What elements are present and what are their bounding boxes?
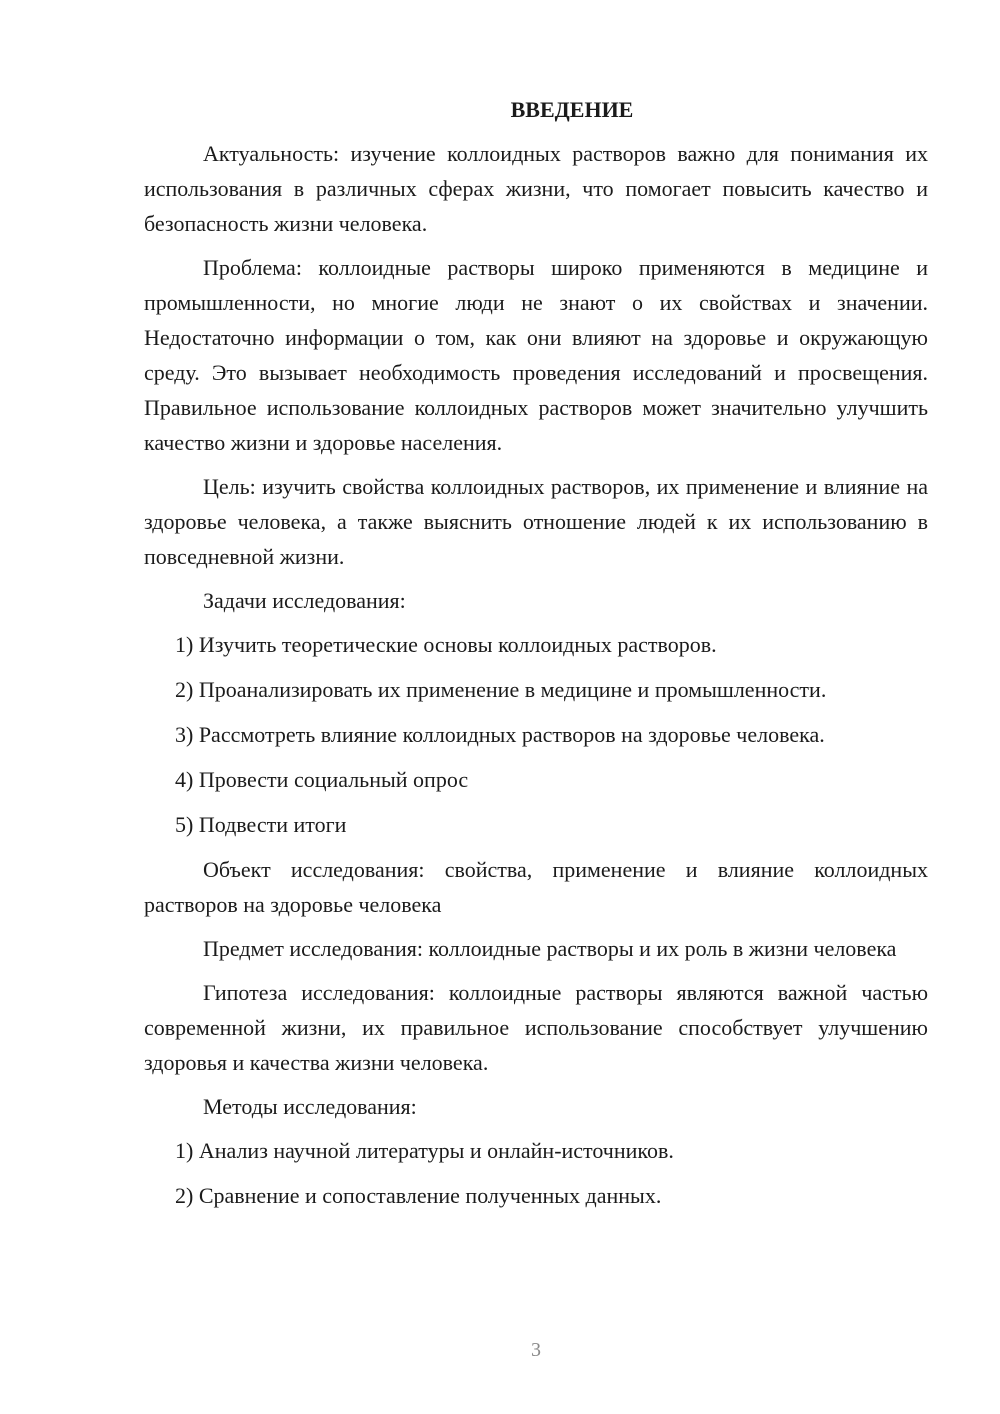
methods-heading: Методы исследования: xyxy=(203,1094,417,1119)
task-item: 4) Провести социальный опрос xyxy=(175,767,469,792)
task-item: 1) Изучить теоретические основы коллоидных растворов. xyxy=(175,632,717,657)
subject-paragraph: Предмет исследования: коллоидные растворы и их роль в жизни человека xyxy=(203,936,897,961)
method-item: 1) Анализ научной литературы и онлайн-источников. xyxy=(175,1138,674,1163)
task-item: 5) Подвести итоги xyxy=(175,812,347,837)
relevance-paragraph: Актуальность: изучение коллоидных растворов важно для понимания их использования в различных сферах жизни, что помогает повысить качество и безопасность жизни человека. xyxy=(144,141,928,236)
goal-paragraph: Цель: изучить свойства коллоидных растворов, их применение и влияние на здоровье человека, а также выяснить отношение людей к их использованию в повседневной жизни. xyxy=(144,474,928,569)
section-title: ВВЕДЕНИЕ xyxy=(510,97,634,122)
hypothesis-paragraph: Гипотеза исследования: коллоидные растворы являются важной частью современной жизни, их правильное использование способствует улучшению здоровья и качества жизни человека. xyxy=(144,980,928,1075)
tasks-heading: Задачи исследования: xyxy=(203,588,406,613)
task-item: 2) Проанализировать их применение в медицине и промышленности. xyxy=(175,677,827,702)
object-paragraph: Объект исследования: свойства, применение и влияние коллоидных растворов на здоровье человека xyxy=(144,857,928,917)
method-item: 2) Сравнение и сопоставление полученных данных. xyxy=(175,1183,662,1208)
task-item: 3) Рассмотреть влияние коллоидных растворов на здоровье человека. xyxy=(175,722,825,747)
problem-paragraph: Проблема: коллоидные растворы широко применяются в медицине и промышленности, но многие люди не знают о их свойствах и значении. Недостаточно информации о том, как они влияют на здоровье и окружающую среду. Это вызывает необходимость проведения исследований и просвещения. Правильное использование коллоидных растворов может значительно улучшить качество жизни и здоровье населения. xyxy=(144,255,928,455)
page-number: 3 xyxy=(531,1339,541,1361)
page-content xyxy=(144,92,928,1223)
